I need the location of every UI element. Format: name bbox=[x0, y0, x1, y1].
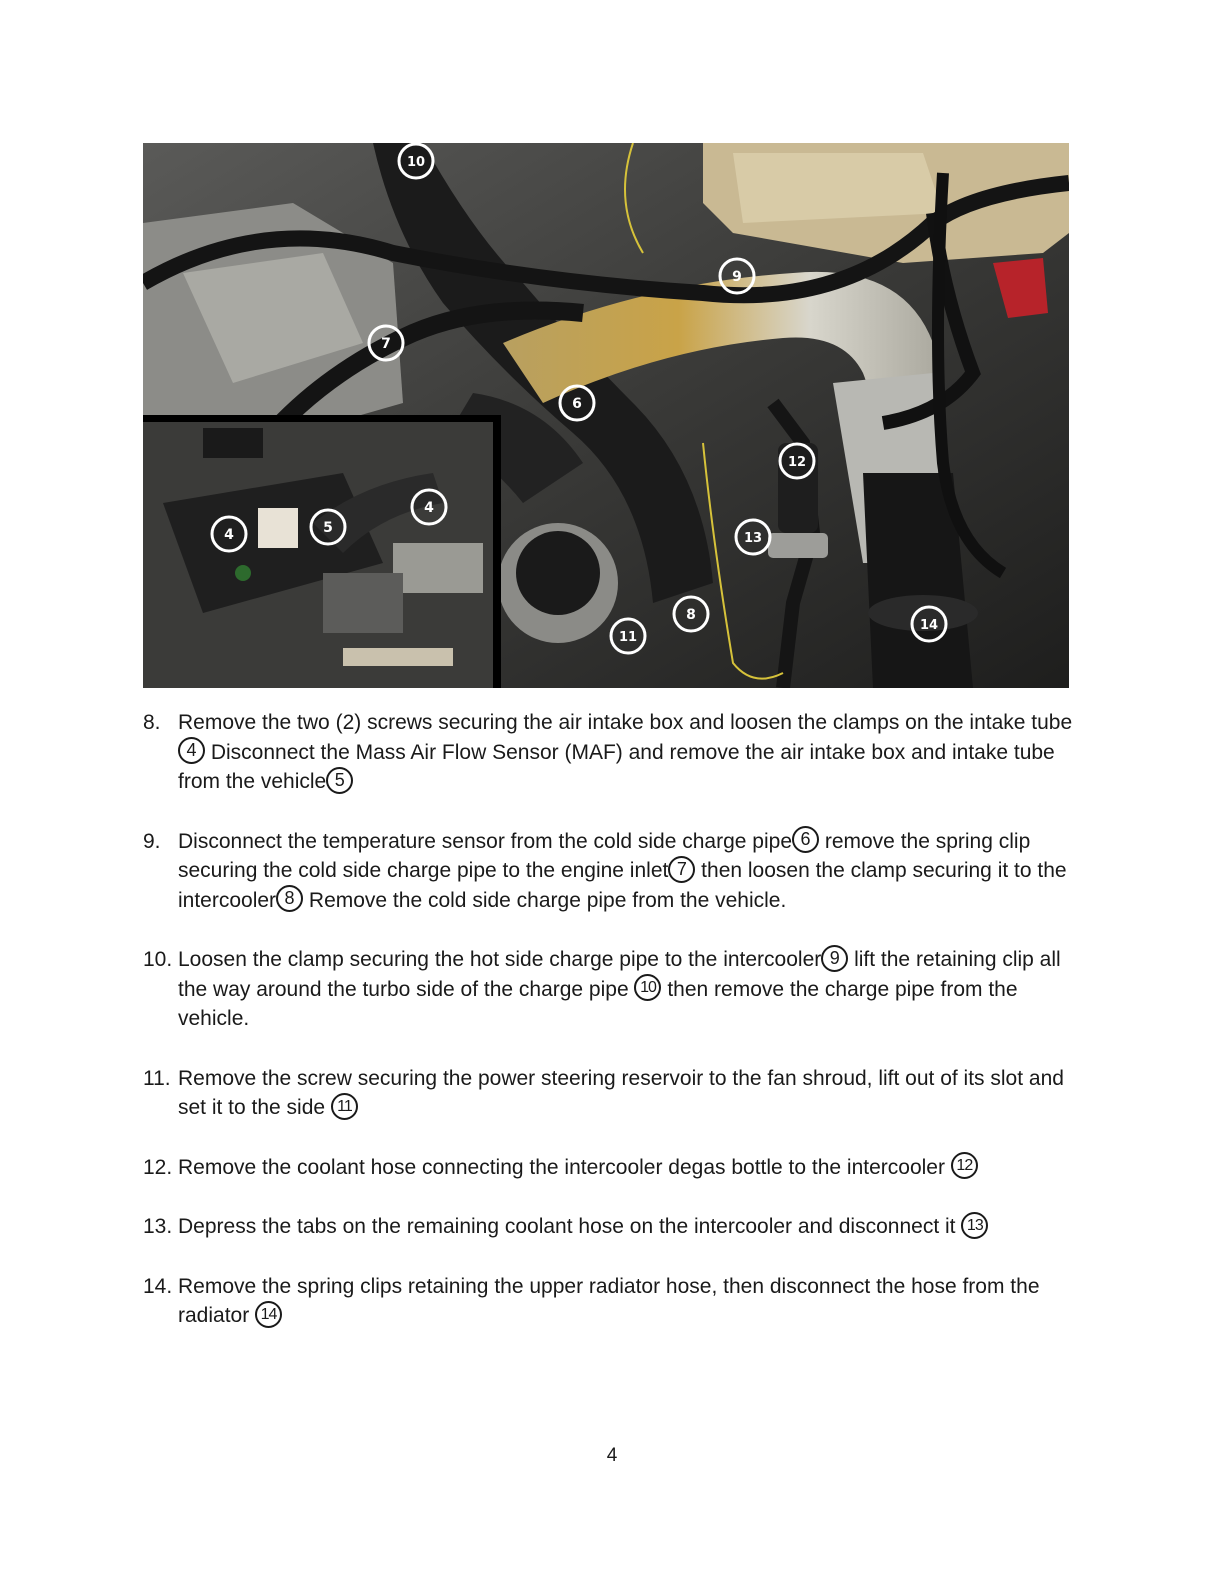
step-text: Disconnect the temperature sensor from the cold side charge pipe bbox=[178, 829, 792, 853]
step-number: 10. bbox=[143, 948, 173, 971]
step-text: Remove the coolant hose connecting the intercooler degas bottle to the intercooler bbox=[178, 1155, 951, 1179]
ref-circle-14: 14 bbox=[255, 1301, 282, 1328]
step-text: then loosen the clamp securing it to the intercooler bbox=[178, 859, 1067, 912]
step-number: 11. bbox=[143, 1066, 171, 1090]
step-text: Depress the tabs on the remaining coolant hose on the intercooler and disconnect it bbox=[178, 1215, 962, 1238]
step-text: Remove the cold side charge pipe from the vehicle. bbox=[303, 888, 787, 912]
step-text: Remove the screw securing the power steering reservoir to the fan shroud, lift out of its slot and set it to the side bbox=[178, 1066, 1064, 1119]
engine-bay-illustration bbox=[143, 143, 1069, 688]
step-8 bbox=[143, 708, 1083, 797]
svg-text:12: 12 bbox=[787, 455, 807, 470]
inset-photo bbox=[143, 415, 501, 688]
step-13 bbox=[143, 1212, 1083, 1242]
page-number: 4 bbox=[606, 1445, 618, 1466]
step-number: 8. bbox=[143, 711, 161, 734]
ref-circle-11: 11 bbox=[331, 1093, 358, 1120]
step-14 bbox=[143, 1272, 1083, 1331]
ref-circle-10: 10 bbox=[634, 974, 661, 1001]
step-number: 14. bbox=[143, 1274, 173, 1298]
svg-text:5: 5 bbox=[323, 520, 333, 536]
step-text: remove the spring clip securing the cold side charge pipe to the engine inlet bbox=[178, 829, 1031, 882]
svg-text:4: 4 bbox=[224, 527, 234, 543]
step-text: Remove the two (2) screws securing the air intake box and loosen the clamps on the intake tube bbox=[178, 711, 1073, 734]
step-text: Remove the spring clips retaining the upper radiator hose, then disconnect the hose from the radiator bbox=[178, 1274, 1040, 1327]
svg-text:7: 7 bbox=[381, 336, 391, 352]
ref-circle-13: 13 bbox=[961, 1212, 988, 1239]
ref-circle-8: 8 bbox=[276, 885, 303, 912]
svg-text:13: 13 bbox=[743, 531, 763, 546]
instruction-steps bbox=[143, 708, 1083, 1361]
svg-text:11: 11 bbox=[618, 630, 638, 645]
svg-text:8: 8 bbox=[686, 607, 696, 623]
step-text: then remove the charge pipe from the vehicle. bbox=[178, 977, 1018, 1030]
step-text: Disconnect the Mass Air Flow Sensor (MAF) and remove the air intake box and intake tube from the vehicle bbox=[178, 740, 1055, 793]
step-number: 13. bbox=[143, 1215, 173, 1238]
step-9 bbox=[143, 827, 1083, 916]
step-10 bbox=[143, 945, 1083, 1034]
step-text: lift the retaining clip all the way around the turbo side of the charge pipe bbox=[178, 948, 1061, 1001]
engine-bay-photo bbox=[143, 143, 1069, 688]
ref-circle-6: 6 bbox=[792, 826, 819, 853]
svg-text:6: 6 bbox=[572, 396, 582, 412]
ref-circle-5: 5 bbox=[326, 767, 353, 794]
step-11 bbox=[143, 1064, 1083, 1123]
step-number: 12. bbox=[143, 1155, 173, 1179]
ref-circle-9: 9 bbox=[821, 945, 848, 972]
svg-text:14: 14 bbox=[919, 618, 939, 633]
svg-text:9: 9 bbox=[732, 269, 742, 285]
svg-text:4: 4 bbox=[424, 500, 434, 516]
step-number: 9. bbox=[143, 829, 161, 853]
ref-circle-12: 12 bbox=[951, 1152, 978, 1179]
ref-circle-4: 4 bbox=[178, 737, 205, 764]
svg-text:10: 10 bbox=[406, 155, 426, 170]
ref-circle-7: 7 bbox=[668, 856, 695, 883]
step-text: Loosen the clamp securing the hot side charge pipe to the intercooler bbox=[178, 948, 822, 971]
step-12 bbox=[143, 1153, 1083, 1183]
